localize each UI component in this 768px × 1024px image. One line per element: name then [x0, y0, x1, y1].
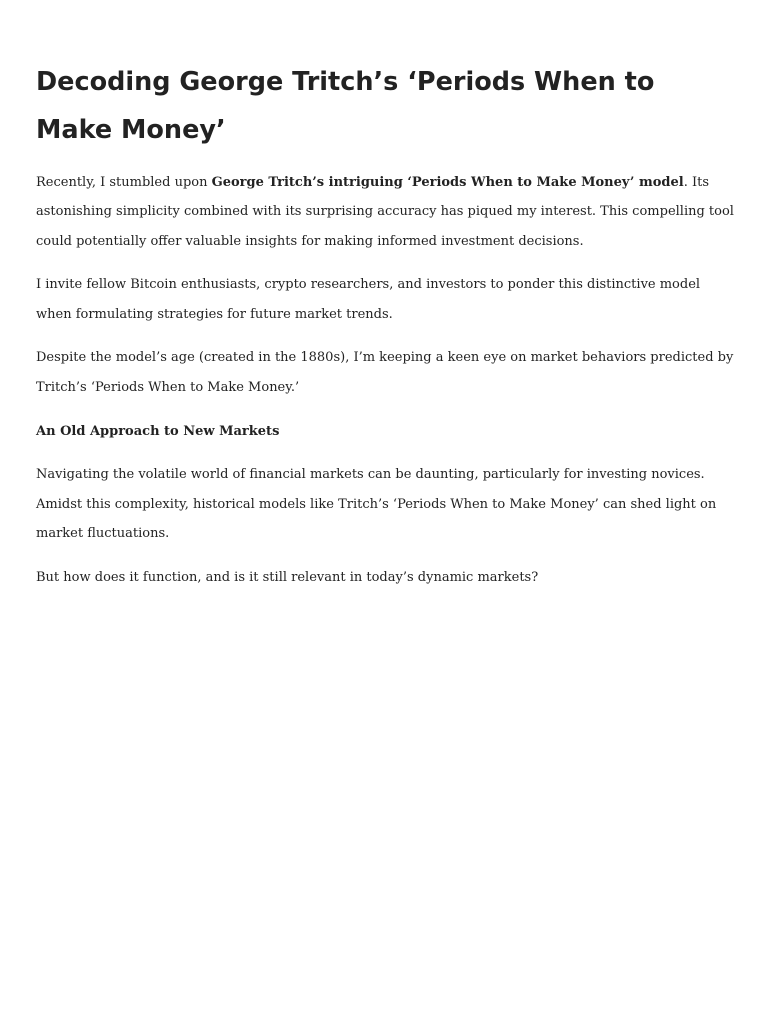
- subheading-text: An Old Approach to New Markets: [36, 423, 280, 439]
- intro-text-after: . Its astonishing simplicity combined with its surprising accuracy has piqued my interest. This compelling tool could potentially offer valuable insights for making informed investment decisions.: [36, 175, 734, 249]
- article-body: [36, 58, 736, 607]
- intro-paragraph: [36, 168, 736, 256]
- article-title: Decoding George Tritch’s ‘Periods When to Make Money’: [36, 67, 655, 145]
- section-subheading: [36, 417, 736, 446]
- paragraph-invite: I invite fellow Bitcoin enthusiasts, crypto researchers, and investors to ponder this distinctive model when formulating strategies for future market trends.: [36, 277, 701, 322]
- paragraph-question: But how does it function, and is it still relevant in today’s dynamic markets?: [36, 569, 539, 585]
- intro-bold-phrase: George Tritch’s intriguing ‘Periods When to Make Money’ model: [211, 175, 684, 190]
- intro-text-before: Recently, I stumbled upon: [36, 175, 212, 190]
- paragraph-markets: Navigating the volatile world of financial markets can be daunting, particularly for investing novices. Amidst this complexity, historical models like Tritch’s ‘Periods When to Make Money’ can shed light on market fluctuations.: [36, 467, 717, 541]
- paragraph-model-age: Despite the model’s age (created in the 1880s), I’m keeping a keen eye on market behaviors predicted by Tritch’s ‘Periods When to Make Money.’: [36, 350, 734, 395]
